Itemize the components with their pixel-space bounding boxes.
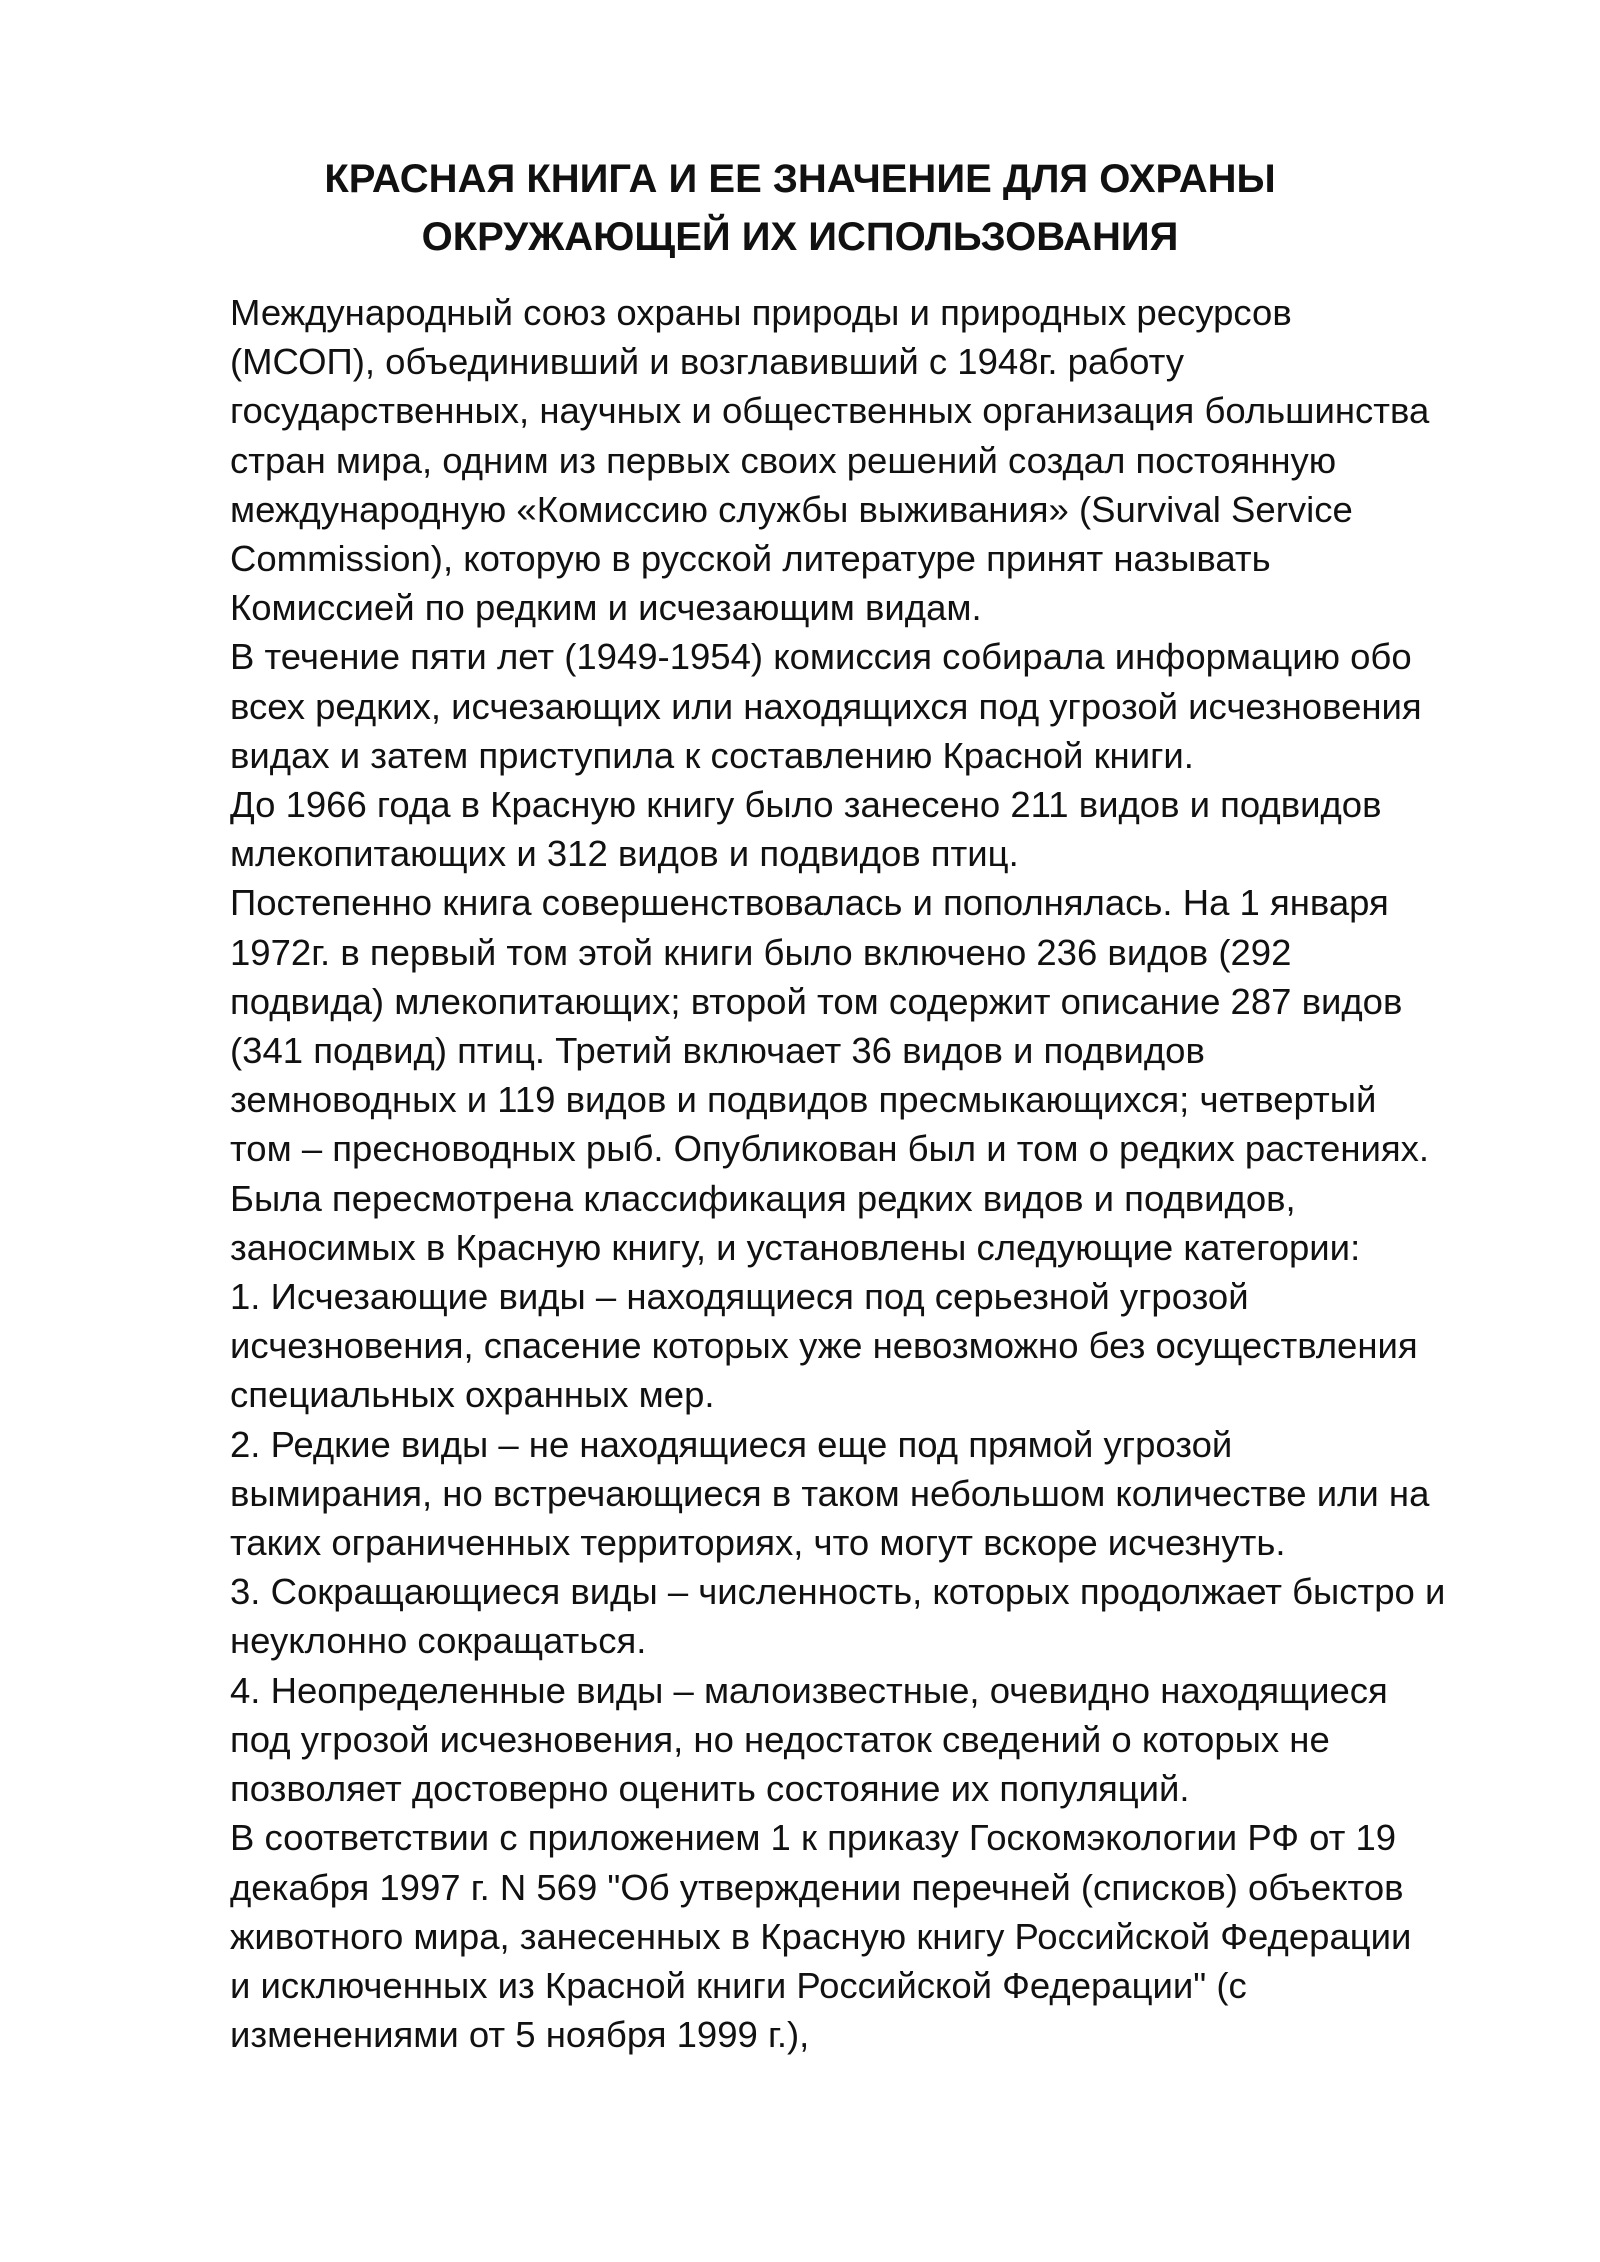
text-line: Комиссией по редким и исчезающим видам. bbox=[230, 587, 982, 629]
text-line: 2. Редкие виды – не находящиеся еще под прямой угрозой bbox=[230, 1423, 1233, 1465]
text-line: животного мира, занесенных в Красную книгу Российской Федерации bbox=[230, 1915, 1412, 1957]
text-line: Международный союз охраны природы и природных ресурсов bbox=[230, 292, 1292, 333]
text-line: 4. Неопределенные виды – малоизвестные, очевидно находящиеся bbox=[230, 1669, 1388, 1711]
text-line: под угрозой исчезновения, но недостаток сведений о которых не bbox=[230, 1718, 1330, 1760]
text-line: В течение пяти лет (1949-1954) комиссия собирала информацию обо bbox=[230, 636, 1412, 678]
text-line: Постепенно книга совершенствовалась и пополнялась. На 1 января bbox=[230, 882, 1389, 924]
text-line: В соответствии с приложением 1 к приказу Госкомэкологии РФ от 19 bbox=[230, 1817, 1397, 1859]
text-line: Commission), которую в русской литературе принят называть bbox=[230, 538, 1271, 580]
text-line: (341 подвид) птиц. Третий включает 36 видов и подвидов bbox=[230, 1030, 1205, 1072]
text-line: декабря 1997 г. N 569 "Об утверждении перечней (списков) объектов bbox=[230, 1866, 1404, 1908]
text-line: исчезновения, спасение которых уже невозможно без осуществления bbox=[230, 1325, 1418, 1367]
text-line: стран мира, одним из первых своих решений создал постоянную bbox=[230, 439, 1337, 481]
text-line: международную «Комиссию службы выживания» (Survival Service bbox=[230, 488, 1353, 530]
text-line: специальных охранных мер. bbox=[230, 1374, 715, 1416]
text-line: том – пресноводных рыб. Опубликован был и том о редких растениях. bbox=[230, 1128, 1430, 1170]
title-line-1: КРАСНАЯ КНИГА И ЕЕ ЗНАЧЕНИЕ ДЛЯ ОХРАНЫ bbox=[324, 157, 1276, 201]
text-line: государственных, научных и общественных организация большинства bbox=[230, 390, 1430, 432]
text-line: изменениями от 5 ноября 1999 г.), bbox=[230, 2014, 810, 2056]
text-line: Была пересмотрена классификация редких видов и подвидов, bbox=[230, 1177, 1296, 1219]
title-line-2: ОКРУЖАЮЩЕЙ ИХ ИСПОЛЬЗОВАНИЯ bbox=[421, 215, 1179, 259]
text-line: 3. Сокращающиеся виды – численность, которых продолжает быстро и bbox=[230, 1571, 1446, 1613]
text-line: подвида) млекопитающих; второй том содержит описание 287 видов bbox=[230, 980, 1403, 1022]
text-line: (МСОП), объединивший и возглавивший с 1948г. работу bbox=[230, 341, 1185, 383]
text-line: всех редких, исчезающих или находящихся под угрозой исчезновения bbox=[230, 685, 1422, 727]
text-line: таких ограниченных территориях, что могут вскоре исчезнуть. bbox=[230, 1522, 1286, 1564]
text-line: земноводных и 119 видов и подвидов пресмыкающихся; четвертый bbox=[230, 1079, 1377, 1121]
text-line: 1. Исчезающие виды – находящиеся под серьезной угрозой bbox=[230, 1276, 1249, 1318]
text-line: млекопитающих и 312 видов и подвидов птиц. bbox=[230, 833, 1019, 875]
text-line: неуклонно сокращаться. bbox=[230, 1620, 647, 1662]
text-line: видах и затем приступила к составлению Красной книги. bbox=[230, 734, 1194, 776]
text-line: и исключенных из Красной книги Российской Федерации" (с bbox=[230, 1964, 1247, 2006]
text-line: вымирания, но встречающиеся в таком небольшом количестве или на bbox=[230, 1472, 1430, 1514]
text-line: До 1966 года в Красную книгу было занесено 211 видов и подвидов bbox=[230, 784, 1382, 826]
document-body bbox=[230, 288, 1530, 2059]
text-line: позволяет достоверно оценить состояние их популяций. bbox=[230, 1768, 1190, 1810]
text-line: 1972г. в первый том этой книги было включено 236 видов (292 bbox=[230, 931, 1292, 973]
document-title bbox=[230, 150, 1370, 266]
text-line: заносимых в Красную книгу, и установлены следующие категории: bbox=[230, 1226, 1361, 1268]
